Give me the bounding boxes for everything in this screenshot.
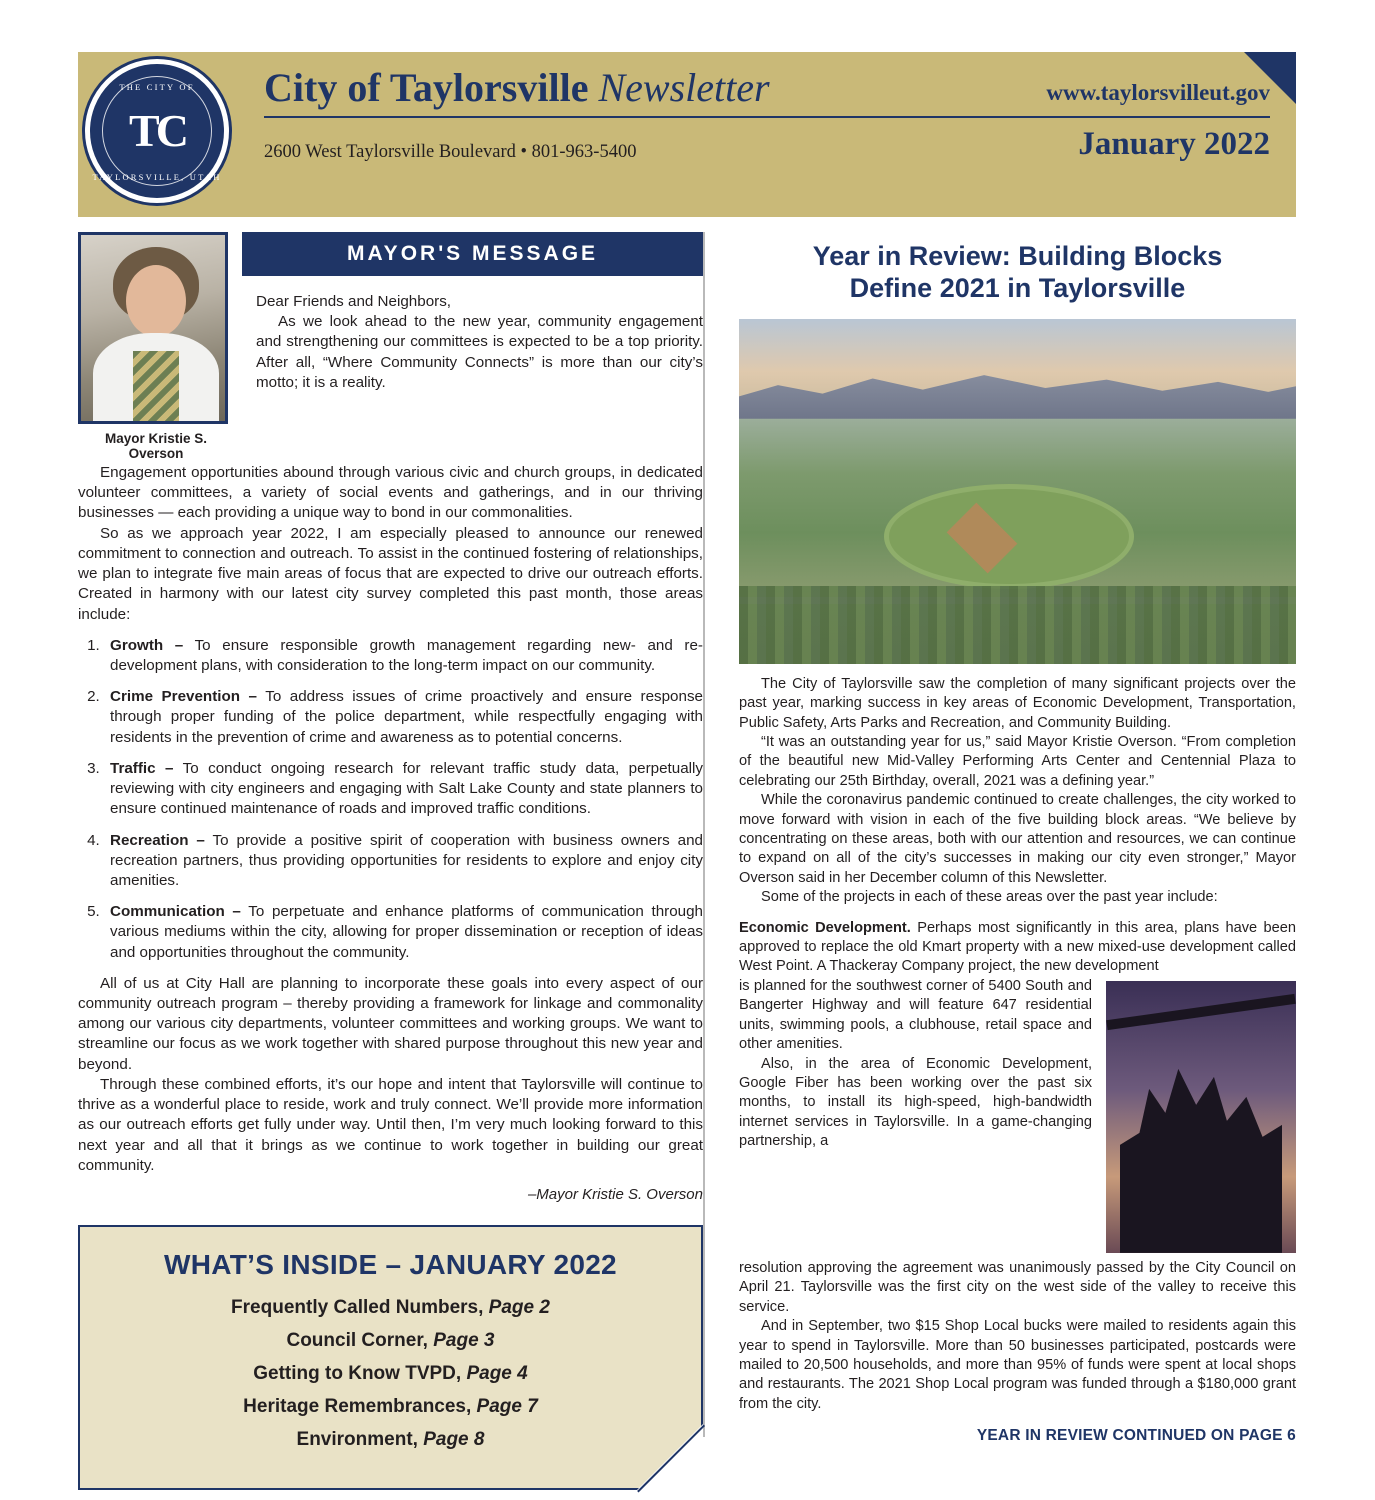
continued-note: YEAR IN REVIEW CONTINUED ON PAGE 6 — [976, 1427, 1296, 1445]
econ-text: Perhaps most significantly in this area, plans have been approved to replace the old Kmart property with a new mixed-use development called West Point. A Thackeray Company project, the new development — [739, 919, 1296, 975]
aerial-photo-image — [739, 319, 1296, 664]
list-item — [104, 687, 703, 748]
city-seal — [72, 46, 242, 216]
econ-after-paragraph: resolution approving the agreement was unanimously passed by the City Council on April 21. Taylorsville was the first city on the west side of the valley to receive this service. — [739, 1259, 1296, 1315]
focus-areas-list — [78, 636, 703, 963]
list-item — [104, 759, 703, 820]
inside-label-3: Heritage Remembrances, — [243, 1396, 472, 1417]
focus-term-2: Traffic – — [110, 759, 174, 777]
inside-label-1: Council Corner, — [286, 1330, 428, 1351]
review-paragraph-0: The City of Taylorsville saw the completion of many significant projects over the past year, marking success in key areas of Economic Development, Transportation, Public Safety, Arts Parks and Recreation, and Community Building. — [739, 675, 1296, 731]
mayor-paragraph-1: As we look ahead to the new year, community engagement and strengthening our committees is expected to be a top priority. After all, “Where Community Connects” is more than our city’s motto; it is a reality. — [256, 313, 703, 391]
title-italic: Newsletter — [598, 65, 770, 110]
mayor-photo-block — [78, 232, 228, 461]
focus-text-2: To conduct ongoing research for relevant traffic study data, perpetually reviewing with city engineers and engaging with Salt Lake County and state planners to ensure continued maintenance of roads and improved traffic conditions. — [110, 759, 703, 818]
mayor-signature: –Mayor Kristie S. Overson — [527, 1186, 703, 1203]
publication-title — [264, 66, 770, 110]
review-paragraph-2: While the coronavirus pandemic continued to create challenges, the city worked to move forward with vision in each of the five building block areas. “We believe by concentrating on these areas, both with our attention and resources, we can continue to expand on all of the city’s successes in making our city even stronger,” Mayor Overson said in her December column of this Newsletter. — [739, 792, 1296, 886]
focus-text-3: To provide a positive spirit of cooperation with business owners and recreation partners, thus providing opportunities for residents to explore and enjoy city amenities. — [110, 831, 703, 889]
list-item[interactable] — [100, 1429, 681, 1451]
issue-date: January 2022 — [1078, 126, 1270, 162]
list-item[interactable] — [100, 1363, 681, 1385]
mayor-banner-block — [242, 232, 703, 461]
list-item[interactable] — [100, 1330, 681, 1352]
headline-line-1: Year in Review: Building Blocks — [812, 241, 1223, 271]
focus-text-1: To address issues of crime proactively and ensure response through proper funding of the police department, while respectfully engaging with residents in the prevention of crime and awareness as to potential concerns. — [110, 688, 703, 746]
right-column — [739, 232, 1296, 1445]
mayor-message-header — [78, 232, 703, 461]
left-column — [78, 232, 703, 1490]
list-item — [104, 902, 703, 963]
mayor-paragraph-0: Dear Friends and Neighbors, — [256, 293, 452, 310]
econ-last-paragraph: And in September, two $15 Shop Local bucks were mailed to residents again this year to spend in Taylorsville. More than 50 businesses participated, postcards were mailed to 20,500 households, and more than 95% of funds were spent at local shops and restaurants. The 2021 Shop Local program was funded through a $180,000 grant from the city. — [739, 1318, 1296, 1412]
city-address: 2600 West Taylorsville Boulevard • 801-963-5400 — [264, 142, 637, 162]
focus-term-1: Crime Prevention – — [110, 688, 257, 706]
focus-term-0: Growth – — [110, 636, 184, 654]
title-main: City of Taylorsville — [264, 65, 599, 110]
mayor-paragraph-3: So as we approach year 2022, I am especially pleased to announce our renewed commitment to connection and outreach. To assist in the continued fostering of relationships, we plan to integrate five main areas of focus that are expected to drive our outreach efforts. Created in harmony with our latest city survey completed this past month, those areas include: — [78, 524, 703, 623]
inside-page-4: Page 8 — [417, 1429, 485, 1450]
review-paragraph-1: “It was an outstanding year for us,” said Mayor Kristie Overson. “From completion of the beautiful new Mid-Valley Performing Arts Center and Centennial Plaza to celebrating our 25th Birthday, overall, 2021 was a defining year.” — [739, 734, 1296, 789]
whats-inside-title: WHAT’S INSIDE – JANUARY 2022 — [164, 1249, 617, 1280]
mayor-closing-1: Through these combined efforts, it’s our hope and intent that Taylorsville will continue to thrive as a wonderful place to reside, work and truly connect. We’ll provide more information as our outreach efforts get fully under way. Until then, I’m very much looking forward to this next year and all that it brings as we continue to work together in building our great community. — [78, 1075, 703, 1174]
seal-arc-bottom: TAYLORSVILLE, UTAH — [92, 172, 222, 182]
mayor-portrait-image — [78, 232, 228, 424]
list-item[interactable] — [100, 1396, 681, 1418]
inside-page-3: Page 7 — [471, 1396, 538, 1417]
inside-label-0: Frequently Called Numbers, — [231, 1297, 484, 1318]
review-paragraph-3: Some of the projects in each of these areas over the past year include: — [761, 889, 1218, 906]
headline-line-2: Define 2021 in Taylorsville — [849, 273, 1186, 304]
econ-lead-in: Economic Development. — [739, 919, 911, 936]
inside-page-1: Page 3 — [427, 1330, 495, 1351]
inside-label-2: Getting to Know TVPD, — [253, 1363, 462, 1384]
seal-monogram: TC — [129, 105, 185, 156]
masthead — [78, 52, 1296, 217]
whats-inside-box — [78, 1225, 703, 1490]
page-title — [739, 240, 1296, 305]
econ-wrap-paragraph-2: Also, in the area of Economic Development, Google Fiber has been working over the past six months, to install its high-speed, high-bandwidth internet services in Taylorsville. In a game-changing partnership, a — [739, 1055, 1092, 1150]
mayor-photo-caption: Mayor Kristie S. Overson — [104, 431, 208, 461]
focus-term-3: Recreation – — [110, 831, 205, 849]
inside-page-2: Page 4 — [461, 1363, 528, 1384]
list-item[interactable] — [100, 1297, 681, 1319]
list-item — [104, 831, 703, 892]
mayor-closing-0: All of us at City Hall are planning to incorporate these goals into every aspect of our community outreach program – thereby providing a framework for linkage and commonality among our various city departments, volunteer committees and working groups. We want to streamline our focus as we work together with shared purpose throughout this new year and beyond. — [78, 974, 703, 1073]
focus-text-4: To perpetuate and enhance platforms of communication through various mediums within the city, allowing for proper dissemination or reception of ideas and opportunities throughout the community. — [110, 903, 703, 961]
mayor-paragraph-2: Engagement opportunities abound through various civic and church groups, in dedicated volunteer committees, a variety of social events and gatherings, and in our thriving businesses — each providing a unique way to bond in our commonalities. — [78, 464, 703, 522]
econ-wrap-paragraph-1: is planned for the southwest corner of 5400 South and Bangerter Highway and will feature 647 residential units, swimming pools, a clubhouse, retail space and other amenities. — [739, 977, 1092, 1053]
playground-silhouette-image — [1106, 981, 1296, 1253]
website-url[interactable]: www.taylorsvilleut.gov — [1046, 80, 1270, 105]
seal-arc-top: THE CITY OF — [119, 82, 195, 92]
economic-development-paragraph — [739, 919, 1296, 977]
focus-term-4: Communication – — [110, 903, 241, 921]
inside-page-0: Page 2 — [483, 1297, 550, 1318]
masthead-rule — [264, 116, 1270, 118]
inside-label-4: Environment, — [296, 1429, 418, 1450]
focus-text-0: To ensure responsible growth management regarding new- and re-development plans, with consideration to the long-term impact on our community. — [110, 636, 703, 674]
column-divider — [703, 232, 705, 1437]
list-item — [104, 636, 703, 676]
mayors-message-banner: MAYOR'S MESSAGE — [242, 232, 703, 276]
